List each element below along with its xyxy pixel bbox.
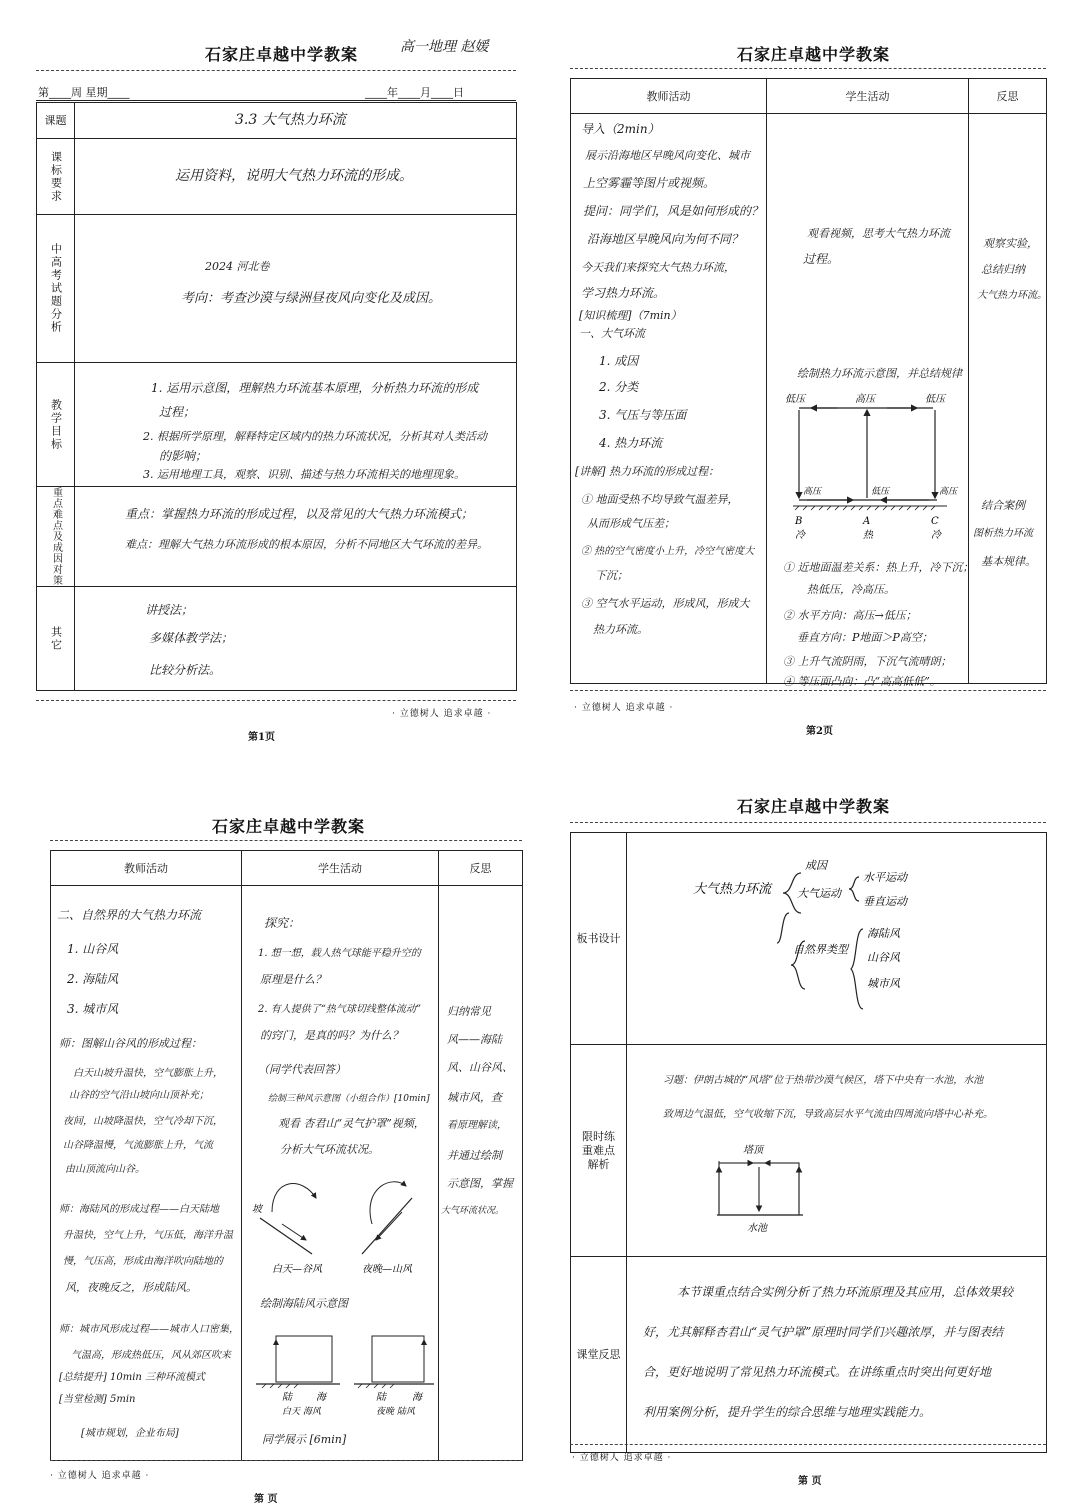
teacher-line: 上空雾霾等图片或视频。	[583, 176, 716, 190]
page-1	[0, 0, 540, 755]
diagram-label: 冷	[795, 530, 805, 541]
teacher-line: 1. 山谷风	[67, 942, 119, 956]
header-divider	[570, 68, 1046, 69]
teacher-line: 下沉；	[595, 569, 628, 582]
sea-label: 海	[412, 1392, 422, 1403]
reflect-line: 结合案例	[981, 499, 1025, 512]
teacher-line: ① 地面受热不均导致气温差异，	[581, 493, 739, 506]
exam-cell	[75, 215, 517, 363]
reflect-line: 大气环流状况。	[441, 1206, 505, 1216]
teacher-line: [知识梳理]（7min）	[579, 309, 682, 322]
class-reflection-line: 好，尤其解释杏君山“灵气护罩”原理时同学们兴趣浓厚，并与图表结	[643, 1325, 1004, 1339]
diagram-label: 低压	[871, 487, 890, 497]
keypoints-label: 重点难点及成因对策	[50, 487, 62, 586]
standard-cell	[75, 139, 517, 215]
teacher-line: 展示沿海地区早晚风向变化、城市	[585, 149, 750, 162]
teacher-line: 师：海陆风的形成过程——白天陆地	[59, 1204, 219, 1215]
header-divider	[570, 822, 1046, 823]
student-activity-cell	[767, 114, 974, 688]
student-line: 绘制三种风示意图（小组合作）[10min]	[268, 1094, 430, 1104]
diagram-label: B	[795, 516, 803, 527]
page-2	[550, 0, 1080, 755]
diagram-label: 高压	[855, 394, 875, 405]
teacher-line: 由山顶流向山谷。	[65, 1164, 145, 1175]
diagram-label: 低压	[785, 394, 805, 405]
land-label: 陆	[376, 1392, 386, 1403]
diagram-label: C	[931, 516, 939, 527]
practice-line: 习题：伊朗古城的“风塔”位于热带沙漠气候区，塔下中央有一水池，水池	[663, 1075, 984, 1086]
keypoints-cell	[75, 487, 517, 587]
keypoint-line: 重点：掌握热力环流的形成过程，以及常见的大气热力环流模式；	[125, 507, 474, 521]
board-label: 板书设计	[571, 833, 627, 1045]
teacher-line: 二、自然界的大气热力环流	[57, 908, 202, 922]
reflect-line: 风——海陆	[447, 1033, 502, 1046]
keypoint-line: 难点：理解大气热力环流形成的根本原因，分析不同地区大气环流的差异。	[125, 538, 488, 551]
diagram-caption: 夜晚—山风	[362, 1264, 412, 1275]
other-cell	[75, 587, 517, 691]
footer-motto: · 立德树人 追求卓越 ·	[392, 709, 492, 719]
student-line: 探究：	[264, 916, 301, 930]
lesson-table-4	[570, 832, 1047, 1453]
wind-tower-diagram	[627, 1131, 1047, 1251]
school-title: 石家庄卓越中学教案	[737, 45, 891, 64]
student-line: 同学展示 [6min]	[262, 1433, 347, 1446]
topic-value: 3.3 大气热力环流	[235, 112, 346, 128]
thermal-circulation-diagram	[767, 390, 969, 550]
teacher-line: [当堂检测] 5min	[59, 1394, 136, 1405]
school-title: 石家庄卓越中学教案	[212, 817, 366, 836]
exam-label: 中高考试题分析	[49, 243, 63, 334]
student-line: 绘制海陆风示意图	[260, 1297, 348, 1310]
header-reflect: 反思	[969, 79, 1047, 114]
teacher-line: [城市规划，企业布局]	[81, 1428, 179, 1439]
header-reflect: 反思	[439, 851, 523, 886]
student-line: 过程。	[803, 252, 840, 266]
date-field: ____年____月____日	[365, 86, 464, 99]
teacher-line: 从而形成气压差；	[587, 517, 675, 530]
lesson-table-2	[570, 78, 1047, 688]
slope-label: 坡	[252, 1204, 262, 1215]
reflect-line: 总结归纳	[981, 263, 1025, 276]
teacher-line: [讲解] 热力环流的形成过程：	[575, 465, 720, 478]
student-line: 2. 有人提供了“热气球切线整体流动”	[258, 1004, 421, 1015]
header-student: 学生活动	[767, 79, 969, 114]
student-line: 的窍门，是真的吗？为什么？	[260, 1029, 403, 1042]
teacher-line: 3. 城市风	[67, 1002, 119, 1016]
goal-line: 的影响；	[159, 449, 208, 463]
diagram-label: 低压	[925, 394, 945, 405]
class-reflection-cell	[627, 1257, 1047, 1453]
standard-value: 运用资料，说明大气热力环流的形成。	[175, 168, 413, 184]
topic-cell	[75, 103, 517, 139]
reflect-line: 风、山谷风、	[447, 1061, 513, 1074]
board-cell	[627, 833, 1047, 1045]
teacher-line: 2. 海陆风	[67, 972, 119, 986]
page-number: 第 页	[254, 1494, 278, 1505]
student-line: 观看 杏君山“灵气护罩”视频，	[278, 1117, 425, 1130]
exam-label-cell	[37, 215, 75, 363]
teacher-line: 山谷的空气沿山坡向山顶补充；	[69, 1090, 209, 1101]
diagram-label: 高压	[803, 487, 822, 497]
reflect-line: 观察实验，	[983, 237, 1038, 250]
other-line: 讲授法；	[145, 603, 194, 617]
class-reflection-line: 本节课重点结合实例分析了热力环流原理及其应用，总体效果较	[677, 1285, 1014, 1299]
student-line: ③ 上升气流阴雨，下沉气流晴朗；	[783, 655, 952, 668]
page-number: 第1页	[248, 732, 275, 743]
teacher-line: 气温高，形成热低压，风从郊区吹来	[71, 1350, 231, 1361]
teacher-line: 沿海地区早晚风向为何不同？	[587, 232, 744, 246]
teacher-line: ② 热的空气密度小上升，冷空气密度大	[581, 546, 755, 557]
footer-divider	[36, 700, 516, 701]
board-root: 大气热力环流	[693, 882, 772, 897]
goal-line: 1. 运用示意图，理解热力环流基本原理，分析热力环流的形成	[151, 381, 479, 395]
teacher-line: 提问：同学们，风是如何形成的？	[583, 204, 764, 218]
goals-label: 教学目标	[49, 398, 63, 451]
teacher-line: 师：城市风形成过程——城市人口密集，	[59, 1324, 239, 1335]
teacher-line: 慢，气压高，形成由海洋吹向陆地的	[63, 1256, 223, 1267]
board-leaf: 水平运动	[863, 871, 907, 884]
teacher-line: 学习热力环流。	[581, 286, 666, 300]
reflection-cell	[439, 886, 523, 1461]
author-note: 高一地理 赵媛	[400, 39, 489, 55]
teacher-line: 白天山坡升温快，空气膨胀上升，	[73, 1068, 223, 1079]
teacher-line: 2. 分类	[599, 380, 639, 394]
teacher-line: 4. 热力环流	[599, 436, 663, 450]
goals-label-cell	[37, 363, 75, 487]
teacher-line: [总结提升] 10min 三种环流模式	[59, 1372, 206, 1383]
teacher-line: 夜间，山坡降温快，空气冷却下沉，	[63, 1116, 223, 1127]
page-3	[0, 778, 540, 1511]
diagram-label: 高压	[939, 487, 958, 497]
lesson-table-3	[50, 850, 523, 1461]
header-divider	[36, 70, 516, 71]
teacher-line: 升温快，空气上升，气压低，海洋升温	[63, 1230, 233, 1241]
header-student: 学生活动	[242, 851, 439, 886]
other-label-cell	[37, 587, 75, 691]
header-teacher: 教师活动	[571, 79, 767, 114]
student-line: 1. 想一想，载人热气球能平稳升空的	[258, 948, 421, 959]
teacher-line: 热力环流。	[593, 623, 648, 636]
board-leaf: 垂直运动	[863, 895, 907, 908]
reflect-line: 示意图，掌握	[447, 1177, 513, 1190]
teacher-line: 1. 成因	[599, 354, 639, 368]
school-title: 石家庄卓越中学教案	[205, 45, 359, 64]
other-line: 多媒体教学法；	[149, 631, 234, 645]
practice-cell	[627, 1045, 1047, 1257]
date-divider	[36, 100, 516, 101]
student-line: ① 近地面温差关系：热上升，冷下沉；	[783, 561, 974, 574]
reflect-line: 归纳常见	[447, 1005, 491, 1018]
tower-label: 塔顶	[743, 1145, 763, 1156]
teacher-line: ③ 空气水平运动，形成风，形成大	[581, 597, 750, 610]
board-leaf: 海陆风	[867, 927, 900, 940]
reflection-cell	[969, 114, 1047, 684]
exam-line-2: 考向：考查沙漠与绿洲昼夜风向变化及成因。	[181, 291, 442, 306]
header-divider	[50, 840, 522, 841]
student-line: 垂直方向：P地面＞P高空；	[797, 631, 933, 644]
class-reflection-line: 合，更好地说明了常见热力环流模式。在讲练重点时突出何更好地	[643, 1365, 992, 1379]
other-line: 比较分析法。	[149, 663, 222, 677]
diagram-caption: 白天—谷风	[272, 1264, 322, 1275]
board-branch: 自然界类型	[793, 943, 848, 956]
week-field: 第____周 星期____	[38, 86, 130, 99]
board-leaf: 城市风	[867, 977, 900, 990]
student-line: 观看视频，思考大气热力环流	[807, 227, 950, 240]
board-branch: 成因	[805, 859, 827, 872]
diagram-label: 热	[863, 530, 873, 541]
reflect-line: 基本规律。	[981, 555, 1036, 568]
footer-divider	[50, 1460, 522, 1461]
reflect-line: 看原理解读，	[447, 1120, 507, 1131]
header-teacher: 教师活动	[51, 851, 242, 886]
goal-line: 过程；	[159, 405, 196, 419]
footer-motto: · 立德树人 追求卓越 ·	[50, 1471, 150, 1481]
teacher-line: 师：图解山谷风的形成过程：	[59, 1037, 202, 1050]
footer-divider	[570, 690, 1046, 691]
goals-cell	[75, 363, 517, 487]
board-leaf: 山谷风	[867, 951, 900, 964]
standard-label: 课标要求	[49, 150, 63, 203]
lesson-table-1	[36, 102, 517, 691]
keypoints-label-cell	[37, 487, 75, 587]
diagram-caption: 白天 海风	[282, 1407, 321, 1416]
student-line: 热低压，冷高压。	[807, 583, 895, 596]
practice-line: 致周边气温低，空气收缩下沉，导致高层水平气流由四周流向塔中心补充。	[663, 1109, 993, 1120]
reflect-line: 图析热力环流	[973, 528, 1033, 539]
diagram-caption: 夜晚 陆风	[376, 1407, 415, 1416]
diagram-label: 冷	[931, 530, 941, 541]
teacher-line: 导入（2min）	[581, 122, 660, 136]
page-number: 第2页	[806, 726, 833, 737]
topic-label: 课题	[37, 103, 75, 139]
teacher-activity-cell	[51, 886, 242, 1461]
teacher-line: 风，夜晚反之，形成陆风。	[65, 1281, 197, 1294]
teacher-line: 一、大气环流	[579, 327, 645, 340]
reflect-line: 并通过绘制	[447, 1149, 502, 1162]
page-number: 第 页	[798, 1476, 822, 1487]
class-reflection-line: 利用案例分析，提升学生的综合思维与地理实践能力。	[643, 1405, 932, 1419]
footer-divider	[570, 1444, 1046, 1445]
student-line: ② 水平方向：高压→低压；	[783, 609, 917, 622]
reflect-line: 大气热力环流。	[977, 290, 1047, 301]
mountain-valley-diagram	[242, 1168, 439, 1278]
class-reflection-label: 课堂反思	[571, 1257, 627, 1453]
board-branch: 大气运动	[797, 887, 841, 900]
teacher-line: 今天我们来探究大气热力环流，	[581, 261, 735, 274]
practice-label: 限时练重难点解析	[571, 1045, 627, 1257]
school-title: 石家庄卓越中学教案	[737, 797, 891, 816]
student-line: 绘制热力环流示意图，并总结规律	[797, 367, 962, 380]
other-label: 其它	[49, 625, 63, 652]
teacher-line: 3. 气压与等压面	[599, 408, 687, 422]
sea-label: 海	[316, 1392, 326, 1403]
pool-label: 水池	[747, 1223, 767, 1234]
goal-line: 2. 根据所学原理，解释特定区域内的热力环流状况，分析其对人类活动	[143, 430, 487, 443]
exam-line-1: 2024 河北卷	[205, 260, 270, 273]
goal-line: 3. 运用地理工具，观察、识别、描述与热力环流相关的地理现象。	[143, 468, 465, 481]
board-design-tree	[627, 833, 1047, 1045]
reflect-line: 城市风，查	[447, 1091, 502, 1104]
land-sea-diagram	[242, 1320, 439, 1416]
diagram-label: A	[863, 516, 871, 527]
teacher-activity-cell	[571, 114, 767, 684]
land-label: 陆	[282, 1392, 292, 1403]
student-line: （同学代表回答）	[258, 1063, 346, 1076]
student-line: 分析大气环流状况。	[280, 1143, 379, 1156]
footer-motto: · 立德树人 追求卓越 ·	[572, 1453, 672, 1463]
footer-motto: · 立德树人 追求卓越 ·	[574, 703, 674, 713]
student-activity-cell	[242, 886, 439, 1461]
page-4	[550, 778, 1080, 1511]
student-line: ④ 等压面凸向：凸“高高低低”。	[783, 675, 941, 688]
standard-label-cell	[37, 139, 75, 215]
student-line: 原理是什么？	[260, 973, 326, 986]
teacher-line: 山谷降温慢，气流膨胀上升，气流	[63, 1140, 213, 1151]
